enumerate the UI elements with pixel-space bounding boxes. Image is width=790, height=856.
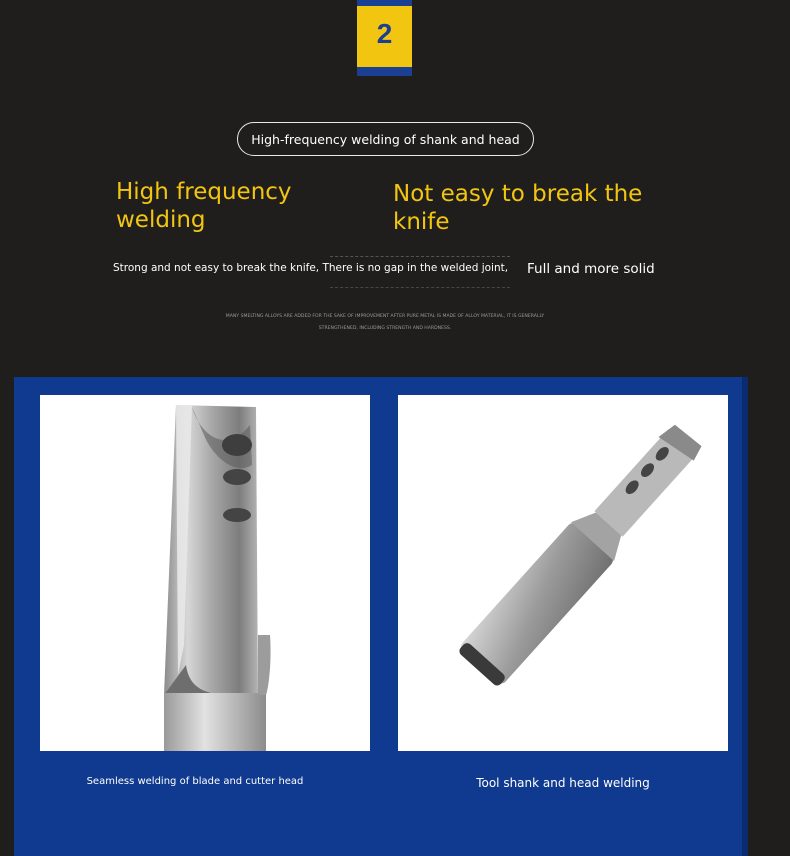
- cutter-closeup-image: [40, 395, 370, 751]
- fine-print-line-1: MANY SMELTING ALLOYS ARE ADDED FOR THE SAKE OF IMPROVEMENT AFTER PURE METAL IS MADE OF ALLOY MATERIAL, IT IS GENERALLY: [225, 314, 545, 319]
- section-title-pill: [237, 122, 534, 156]
- gallery-caption-1: Seamless welding of blade and cutter head: [86, 776, 304, 787]
- section-number: 2: [376, 18, 393, 49]
- cutter-full-drawing: [398, 395, 728, 751]
- feature-desc-break: Full and more solid: [527, 261, 655, 277]
- fine-print: [190, 311, 580, 335]
- fine-print-line-2: STRENGTHENED, INCLUDING STRENGTH AND HARDNESS.: [318, 326, 452, 331]
- section-title: High-frequency welding of shank and head: [251, 131, 520, 147]
- product-gallery-panel: [14, 377, 742, 856]
- cutter-full-image: [398, 395, 728, 751]
- feature-heading-welding: High frequency welding: [116, 179, 292, 233]
- cutter-closeup-drawing: [40, 395, 370, 751]
- section-number-badge: [357, 0, 412, 76]
- overlap-artifact-bottom: [330, 283, 510, 288]
- feature-heading-break: Not easy to break the knife: [393, 181, 643, 235]
- feature-desc-welding: Strong and not easy to break the knife, There is no gap in the welded joint,: [113, 262, 509, 274]
- gallery-caption-2: Tool shank and head welding: [476, 776, 650, 790]
